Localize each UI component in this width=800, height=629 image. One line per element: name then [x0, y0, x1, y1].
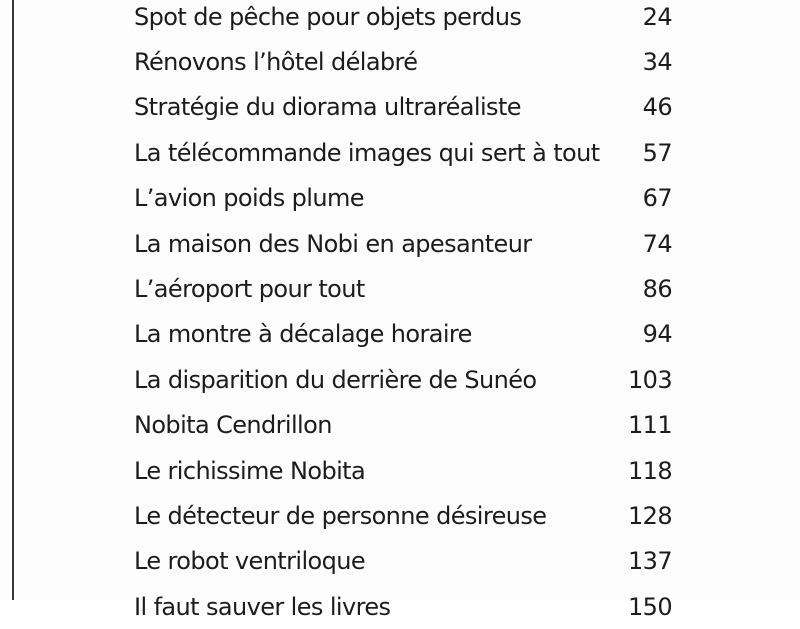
toc-entry-page: 118 — [627, 456, 672, 485]
toc-entry-page: 111 — [627, 411, 672, 440]
toc-entry — [134, 176, 674, 221]
toc-entry — [134, 0, 674, 39]
toc-entry-title: Nobita Cendrillon — [134, 411, 332, 440]
toc-entry-title: L’avion poids plume — [134, 184, 364, 213]
toc-entry — [134, 448, 674, 493]
toc-entry-title: La télécommande images qui sert à tout — [134, 138, 600, 167]
toc-entry — [134, 584, 674, 629]
toc-entry-page: 46 — [642, 93, 672, 122]
toc-entry-title: Le richissime Nobita — [134, 456, 366, 485]
toc-entry — [134, 130, 674, 175]
toc-entry — [134, 221, 674, 266]
toc-entry-page: 67 — [642, 184, 672, 213]
toc-entry — [134, 539, 674, 584]
toc-entry-title: Le robot ventriloque — [134, 547, 366, 576]
toc-entry-page: 128 — [627, 501, 672, 530]
table-of-contents — [134, 0, 674, 629]
toc-entry-title: Il faut sauver les livres — [134, 592, 391, 621]
toc-entry — [134, 312, 674, 357]
toc-entry-page: 94 — [642, 320, 672, 349]
toc-entry-page: 103 — [627, 365, 672, 394]
toc-entry-title: La disparition du derrière de Sunéo — [134, 365, 537, 394]
toc-entry-page: 34 — [642, 48, 672, 77]
toc-entry-title: La montre à décalage horaire — [134, 320, 472, 349]
toc-entry — [134, 493, 674, 538]
toc-entry — [134, 39, 674, 84]
toc-entry-title: Rénovons l’hôtel délabré — [134, 48, 418, 77]
toc-entry-title: Spot de pêche pour objets perdus — [134, 2, 522, 31]
toc-entry-title: Le détecteur de personne désireuse — [134, 501, 547, 530]
toc-entry — [134, 85, 674, 130]
toc-entry-page: 74 — [642, 229, 672, 258]
toc-entry — [134, 403, 674, 448]
toc-entry-page: 57 — [642, 138, 672, 167]
toc-entry-page: 24 — [642, 2, 672, 31]
toc-entry — [134, 266, 674, 311]
toc-entry-title: La maison des Nobi en apesanteur — [134, 229, 532, 258]
toc-entry-page: 86 — [642, 275, 672, 304]
toc-entry-page: 150 — [627, 592, 672, 621]
toc-entry — [134, 357, 674, 402]
page-gutter-line — [12, 0, 14, 600]
toc-entry-title: L’aéroport pour tout — [134, 275, 365, 304]
toc-entry-page: 137 — [627, 547, 672, 576]
toc-entry-title: Stratégie du diorama ultraréaliste — [134, 93, 521, 122]
